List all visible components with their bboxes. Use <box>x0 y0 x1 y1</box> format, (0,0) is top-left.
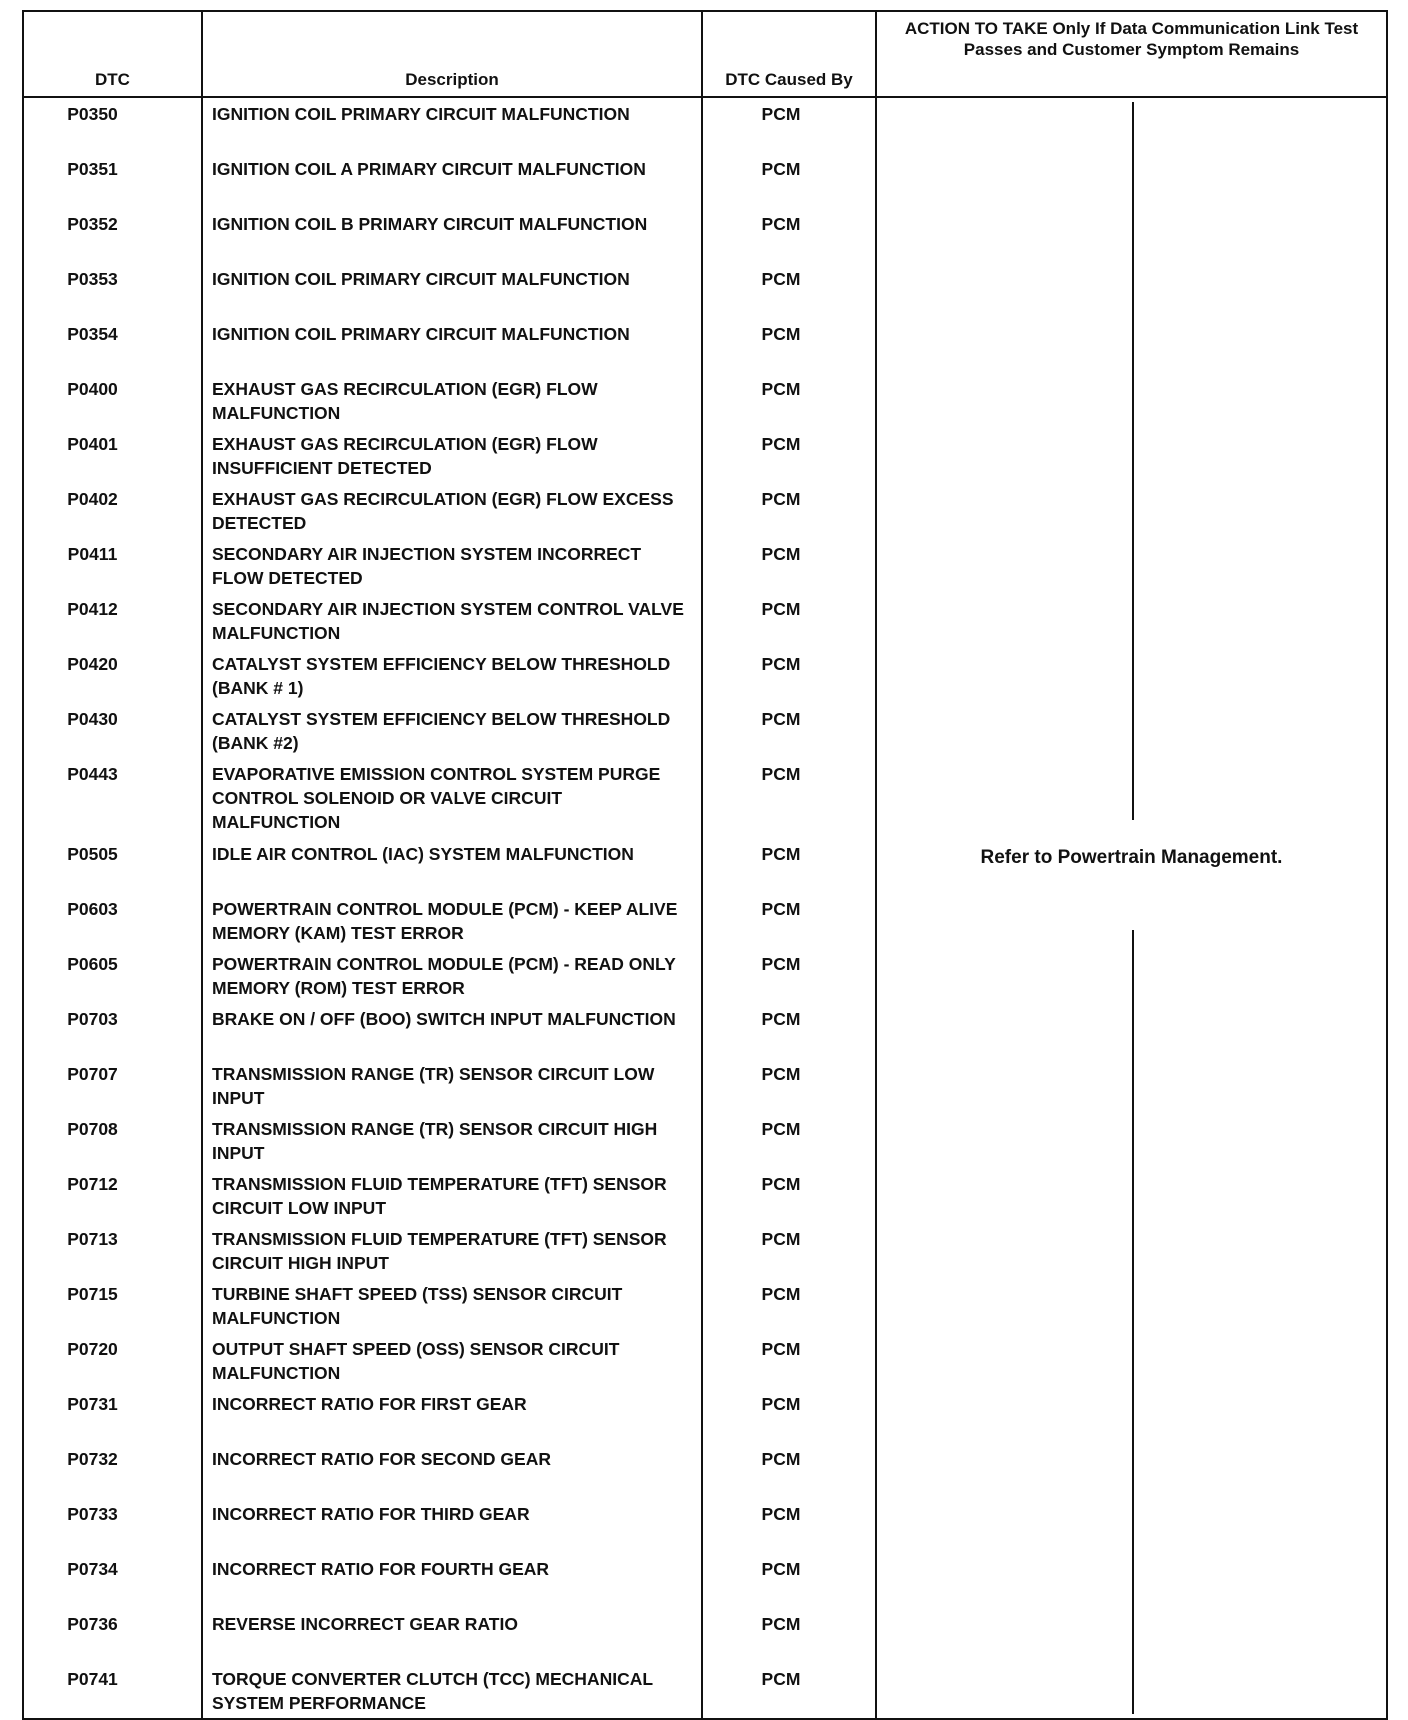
dtc-code <box>23 1388 202 1443</box>
dtc-code <box>23 1553 202 1608</box>
dtc-code <box>23 1278 202 1333</box>
dtc-description-text: INCORRECT RATIO FOR FIRST GEAR <box>212 1394 527 1414</box>
dtc-description <box>202 1223 702 1278</box>
dtc-description-text: EVAPORATIVE EMISSION CONTROL SYSTEM PURGE CONTROL SOLENOID OR VALVE CIRCUIT MALFUNCTION <box>212 764 661 832</box>
dtc-caused-by-text: PCM <box>761 104 801 124</box>
dtc-code <box>23 97 202 153</box>
dtc-code-text: P0734 <box>67 1559 118 1579</box>
dtc-caused-by-text: PCM <box>761 489 801 509</box>
dtc-code <box>23 1663 202 1719</box>
dtc-code-text: P0401 <box>67 434 118 454</box>
dtc-description <box>202 1113 702 1168</box>
dtc-code-text: P0713 <box>67 1229 118 1249</box>
dtc-caused-by-text: PCM <box>761 434 801 454</box>
dtc-caused-by <box>702 1663 876 1719</box>
dtc-caused-by <box>702 893 876 948</box>
dtc-caused-by <box>702 483 876 538</box>
dtc-code <box>23 703 202 758</box>
dtc-code-text: P0603 <box>67 899 118 919</box>
dtc-caused-by-text: PCM <box>761 709 801 729</box>
dtc-caused-by <box>702 153 876 208</box>
dtc-description <box>202 483 702 538</box>
dtc-caused-by-text: PCM <box>761 214 801 234</box>
dtc-code-text: P0505 <box>67 844 118 864</box>
dtc-description <box>202 758 702 838</box>
dtc-caused-by <box>702 1278 876 1333</box>
dtc-caused-by-text: PCM <box>761 764 801 784</box>
dtc-caused-by <box>702 1553 876 1608</box>
dtc-code-text: P0443 <box>67 764 118 784</box>
dtc-description <box>202 1553 702 1608</box>
dtc-description <box>202 1168 702 1223</box>
dtc-code <box>23 1443 202 1498</box>
dtc-code <box>23 1113 202 1168</box>
dtc-code <box>23 838 202 893</box>
dtc-code <box>23 538 202 593</box>
dtc-caused-by <box>702 1608 876 1663</box>
dtc-caused-by <box>702 208 876 263</box>
dtc-code <box>23 758 202 838</box>
dtc-caused-by-text: PCM <box>761 1394 801 1414</box>
dtc-description-text: SECONDARY AIR INJECTION SYSTEM INCORRECT FLOW DETECTED <box>212 544 642 588</box>
dtc-description <box>202 373 702 428</box>
dtc-code <box>23 208 202 263</box>
dtc-caused-by-text: PCM <box>761 159 801 179</box>
dtc-caused-by <box>702 703 876 758</box>
dtc-description <box>202 1003 702 1058</box>
dtc-caused-by <box>702 1168 876 1223</box>
dtc-caused-by <box>702 1058 876 1113</box>
table-header-row <box>23 11 1387 97</box>
dtc-caused-by <box>702 1223 876 1278</box>
dtc-description-text: TRANSMISSION FLUID TEMPERATURE (TFT) SENSOR CIRCUIT HIGH INPUT <box>212 1229 667 1273</box>
dtc-code <box>23 318 202 373</box>
dtc-description-text: TRANSMISSION RANGE (TR) SENSOR CIRCUIT LOW INPUT <box>212 1064 655 1108</box>
dtc-caused-by <box>702 373 876 428</box>
dtc-caused-by-text: PCM <box>761 1614 801 1634</box>
dtc-code <box>23 1003 202 1058</box>
dtc-description <box>202 1608 702 1663</box>
dtc-description <box>202 648 702 703</box>
dtc-code-text: P0733 <box>67 1504 118 1524</box>
dtc-code-text: P0402 <box>67 489 118 509</box>
dtc-caused-by-text: PCM <box>761 1339 801 1359</box>
dtc-description <box>202 893 702 948</box>
dtc-caused-by <box>702 1113 876 1168</box>
dtc-code <box>23 1223 202 1278</box>
dtc-description <box>202 263 702 318</box>
dtc-caused-by-text: PCM <box>761 599 801 619</box>
dtc-caused-by-text: PCM <box>761 1064 801 1084</box>
dtc-code <box>23 948 202 1003</box>
dtc-caused-by-text: PCM <box>761 1669 801 1689</box>
dtc-caused-by-text: PCM <box>761 1009 801 1029</box>
dtc-caused-by-text: PCM <box>761 324 801 344</box>
dtc-caused-by-text: PCM <box>761 1559 801 1579</box>
dtc-code <box>23 1608 202 1663</box>
dtc-code-text: P0412 <box>67 599 118 619</box>
dtc-code-text: P0707 <box>67 1064 118 1084</box>
dtc-description <box>202 538 702 593</box>
dtc-caused-by-text: PCM <box>761 954 801 974</box>
dtc-description <box>202 1443 702 1498</box>
dtc-description <box>202 593 702 648</box>
dtc-caused-by <box>702 948 876 1003</box>
dtc-description-text: IGNITION COIL A PRIMARY CIRCUIT MALFUNCTION <box>212 159 646 179</box>
dtc-code-text: P0708 <box>67 1119 118 1139</box>
dtc-code-text: P0400 <box>67 379 118 399</box>
dtc-caused-by <box>702 318 876 373</box>
header-dtc: DTC <box>23 11 202 97</box>
dtc-code <box>23 1333 202 1388</box>
dtc-description-text: CATALYST SYSTEM EFFICIENCY BELOW THRESHOLD (BANK # 1) <box>212 654 671 698</box>
dtc-code <box>23 428 202 483</box>
dtc-description-text: TRANSMISSION RANGE (TR) SENSOR CIRCUIT HIGH INPUT <box>212 1119 658 1163</box>
dtc-code-text: P0411 <box>67 544 118 564</box>
dtc-description-text: CATALYST SYSTEM EFFICIENCY BELOW THRESHOLD (BANK #2) <box>212 709 671 753</box>
action-divider-line <box>1132 102 1134 820</box>
dtc-code-text: P0420 <box>67 654 118 674</box>
dtc-description <box>202 97 702 153</box>
dtc-code <box>23 1498 202 1553</box>
header-action: ACTION TO TAKE Only If Data Communication Link Test Passes and Customer Symptom Remains <box>876 11 1387 97</box>
dtc-caused-by-text: PCM <box>761 1504 801 1524</box>
dtc-code-text: P0605 <box>67 954 118 974</box>
dtc-description <box>202 153 702 208</box>
table-body <box>23 97 1387 1719</box>
dtc-code-text: P0351 <box>67 159 118 179</box>
dtc-code <box>23 1168 202 1223</box>
dtc-description-text: INCORRECT RATIO FOR FOURTH GEAR <box>212 1559 550 1579</box>
dtc-caused-by <box>702 538 876 593</box>
dtc-caused-by-text: PCM <box>761 1284 801 1304</box>
dtc-code-text: P0703 <box>67 1009 118 1029</box>
dtc-code-text: P0352 <box>67 214 118 234</box>
dtc-description-text: REVERSE INCORRECT GEAR RATIO <box>212 1614 518 1634</box>
dtc-description-text: IGNITION COIL PRIMARY CIRCUIT MALFUNCTION <box>212 324 630 344</box>
dtc-code <box>23 893 202 948</box>
dtc-code-text: P0712 <box>67 1174 118 1194</box>
dtc-description-text: OUTPUT SHAFT SPEED (OSS) SENSOR CIRCUIT MALFUNCTION <box>212 1339 620 1383</box>
dtc-code-text: P0354 <box>67 324 118 344</box>
dtc-code-text: P0741 <box>67 1669 118 1689</box>
action-text: Refer to Powertrain Management. <box>877 846 1386 870</box>
dtc-code-text: P0732 <box>67 1449 118 1469</box>
action-divider-line <box>1132 930 1134 1714</box>
action-cell <box>876 97 1387 1719</box>
dtc-code-text: P0736 <box>67 1614 118 1634</box>
dtc-caused-by-text: PCM <box>761 269 801 289</box>
dtc-table-page <box>22 10 1386 1712</box>
dtc-description-text: TURBINE SHAFT SPEED (TSS) SENSOR CIRCUIT MALFUNCTION <box>212 1284 623 1328</box>
dtc-description-text: BRAKE ON / OFF (BOO) SWITCH INPUT MALFUNCTION <box>212 1009 676 1029</box>
dtc-description-text: EXHAUST GAS RECIRCULATION (EGR) FLOW INSUFFICIENT DETECTED <box>212 434 598 478</box>
dtc-caused-by-text: PCM <box>761 1229 801 1249</box>
dtc-description-text: TRANSMISSION FLUID TEMPERATURE (TFT) SENSOR CIRCUIT LOW INPUT <box>212 1174 667 1218</box>
dtc-description <box>202 838 702 893</box>
dtc-caused-by-text: PCM <box>761 844 801 864</box>
dtc-description-text: TORQUE CONVERTER CLUTCH (TCC) MECHANICAL SYSTEM PERFORMANCE <box>212 1669 653 1713</box>
dtc-caused-by <box>702 97 876 153</box>
dtc-caused-by <box>702 593 876 648</box>
dtc-caused-by <box>702 1333 876 1388</box>
dtc-code-text: P0350 <box>67 104 118 124</box>
dtc-description <box>202 428 702 483</box>
dtc-caused-by <box>702 758 876 838</box>
dtc-caused-by <box>702 838 876 893</box>
dtc-description-text: POWERTRAIN CONTROL MODULE (PCM) - KEEP ALIVE MEMORY (KAM) TEST ERROR <box>212 899 678 943</box>
dtc-caused-by <box>702 263 876 318</box>
dtc-code-text: P0353 <box>67 269 118 289</box>
dtc-description-text: EXHAUST GAS RECIRCULATION (EGR) FLOW EXCESS DETECTED <box>212 489 674 533</box>
dtc-code-text: P0715 <box>67 1284 118 1304</box>
dtc-description-text: INCORRECT RATIO FOR THIRD GEAR <box>212 1504 530 1524</box>
dtc-caused-by <box>702 1443 876 1498</box>
dtc-table <box>22 10 1388 1720</box>
dtc-caused-by-text: PCM <box>761 1174 801 1194</box>
dtc-caused-by <box>702 1498 876 1553</box>
dtc-description-text: IGNITION COIL PRIMARY CIRCUIT MALFUNCTION <box>212 269 630 289</box>
dtc-caused-by-text: PCM <box>761 1119 801 1139</box>
dtc-caused-by <box>702 648 876 703</box>
dtc-code-text: P0731 <box>67 1394 118 1414</box>
dtc-code-text: P0720 <box>67 1339 118 1359</box>
dtc-description <box>202 1058 702 1113</box>
dtc-code <box>23 373 202 428</box>
dtc-code <box>23 648 202 703</box>
dtc-description <box>202 703 702 758</box>
dtc-caused-by-text: PCM <box>761 1449 801 1469</box>
dtc-caused-by-text: PCM <box>761 379 801 399</box>
dtc-code <box>23 263 202 318</box>
dtc-caused-by <box>702 1388 876 1443</box>
dtc-description-text: EXHAUST GAS RECIRCULATION (EGR) FLOW MALFUNCTION <box>212 379 598 423</box>
dtc-caused-by-text: PCM <box>761 544 801 564</box>
dtc-caused-by <box>702 1003 876 1058</box>
dtc-description-text: SECONDARY AIR INJECTION SYSTEM CONTROL VALVE MALFUNCTION <box>212 599 684 643</box>
header-caused-by: DTC Caused By <box>702 11 876 97</box>
dtc-description-text: IGNITION COIL PRIMARY CIRCUIT MALFUNCTION <box>212 104 630 124</box>
dtc-code <box>23 593 202 648</box>
table-row <box>23 97 1387 153</box>
dtc-description <box>202 318 702 373</box>
dtc-description <box>202 1498 702 1553</box>
dtc-code <box>23 153 202 208</box>
dtc-code <box>23 483 202 538</box>
dtc-caused-by-text: PCM <box>761 654 801 674</box>
dtc-description-text: IDLE AIR CONTROL (IAC) SYSTEM MALFUNCTION <box>212 844 634 864</box>
dtc-description <box>202 1333 702 1388</box>
dtc-caused-by <box>702 428 876 483</box>
dtc-description <box>202 948 702 1003</box>
dtc-description <box>202 1388 702 1443</box>
dtc-description-text: IGNITION COIL B PRIMARY CIRCUIT MALFUNCTION <box>212 214 648 234</box>
dtc-caused-by-text: PCM <box>761 899 801 919</box>
dtc-description-text: POWERTRAIN CONTROL MODULE (PCM) - READ ONLY MEMORY (ROM) TEST ERROR <box>212 954 676 998</box>
dtc-code-text: P0430 <box>67 709 118 729</box>
dtc-code <box>23 1058 202 1113</box>
header-description: Description <box>202 11 702 97</box>
dtc-description <box>202 208 702 263</box>
dtc-description-text: INCORRECT RATIO FOR SECOND GEAR <box>212 1449 551 1469</box>
dtc-description <box>202 1278 702 1333</box>
dtc-description <box>202 1663 702 1719</box>
